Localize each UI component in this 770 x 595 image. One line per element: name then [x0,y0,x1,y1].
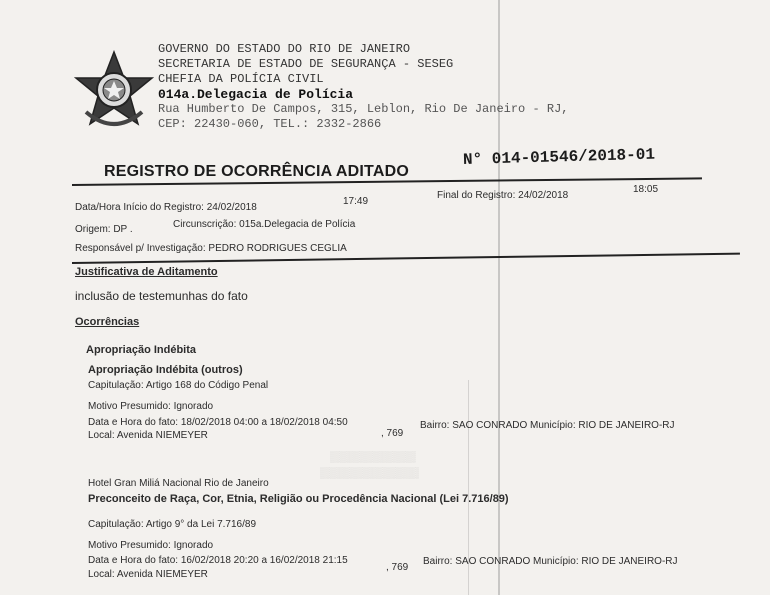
occurrence-2-street-number: , 769 [386,562,409,573]
end-datetime-label: Final do Registro: 24/02/2018 [437,190,569,201]
occurrence-1-location-value: Avenida NIEMEYER [114,430,208,441]
occurrence-2-datetime [88,555,348,566]
header-line-secretariat: SECRETARIA DE ESTADO DE SEGURANÇA - SESEG [158,57,454,71]
record-number: N° 014-01546/2018-01 [462,145,656,169]
agency-header [158,42,568,132]
investigator-field: Responsável p/ Investigação: PEDRO RODRIGUES CEGLIA [75,243,347,254]
bleed-through-mark: ▒▒▒▒▒▒▒▒▒▒▒▒▒ [330,452,416,464]
header-address: Rua Humberto De Campos, 315, Leblon, Rio De Janeiro - RJ, [158,102,569,116]
occurrence-2-location-value: Avenida NIEMEYER [114,569,208,580]
occurrence-1-title: Apropriação Indébita (outros) [88,364,243,376]
header-line-chefia: CHEFIA DA POLÍCIA CIVIL [158,72,324,86]
occurrence-2-datetime-label: Data e Hora do fato: [88,555,179,566]
bleed-through-mark: ▒▒▒▒▒▒▒▒▒▒▒▒▒▒▒ [320,468,420,480]
occurrence-1-datetime-value: 18/02/2018 04:00 a 18/02/2018 04:50 [178,417,348,428]
amendment-heading: Justificativa de Aditamento [75,266,218,278]
amendment-text: inclusão de testemunhas do fato [75,289,248,303]
occurrence-2-motive: Motivo Presumido: Ignorado [88,540,214,551]
police-seal-icon [74,50,154,136]
start-datetime-label: Data/Hora Início do Registro: 24/02/2018 [75,202,257,213]
header-line-government: GOVERNO DO ESTADO DO RIO DE JANEIRO [158,42,411,56]
occurrence-1-datetime [88,417,348,428]
occurrence-1-street-number: , 769 [381,428,404,439]
section-divider [72,253,740,264]
occurrence-2-location [88,569,208,580]
occurrence-group-title: Apropriação Indébita [86,344,197,356]
occurrence-2-district-city: Bairro: SAO CONRADO Município: RIO DE JANEIRO-RJ [423,556,678,567]
occurrences-heading: Ocorrências [75,316,140,328]
occurrence-2-datetime-value: 16/02/2018 20:20 a 16/02/2018 21:15 [178,555,348,566]
occurrence-2-legal-basis: Capitulação: Artigo 9° da Lei 7.716/89 [88,519,257,530]
occurrence-1-location-label: Local: [88,430,115,441]
occurrence-1-legal-basis: Capitulação: Artigo 168 do Código Penal [88,380,269,391]
end-time: 18:05 [633,184,659,195]
occurrence-1-district-city: Bairro: SAO CONRADO Município: RIO DE JANEIRO-RJ [420,420,675,431]
header-cep-phone: CEP: 22430-060, TEL.: 2332-2866 [158,117,382,131]
occurrence-1-motive: Motivo Presumido: Ignorado [88,401,214,412]
occurrence-1-place-name: Hotel Gran Miliá Nacional Rio de Janeiro [88,478,269,489]
jurisdiction-field: Circunscrição: 015a.Delegacia de Polícia [173,219,356,230]
start-time: 17:49 [343,196,369,207]
occurrence-2-title: Preconceito de Raça, Cor, Etnia, Religião ou Procedência Nacional (Lei 7.716/89) [88,493,509,505]
origin-field: Origem: DP . [75,224,133,235]
occurrence-1-datetime-label: Data e Hora do fato: [88,417,179,428]
document-title: REGISTRO DE OCORRÊNCIA ADITADO [104,163,409,180]
occurrence-2-location-label: Local: [88,569,115,580]
header-unit-name: 014a.Delegacia de Polícia [158,87,354,102]
occurrence-1-location [88,430,208,441]
